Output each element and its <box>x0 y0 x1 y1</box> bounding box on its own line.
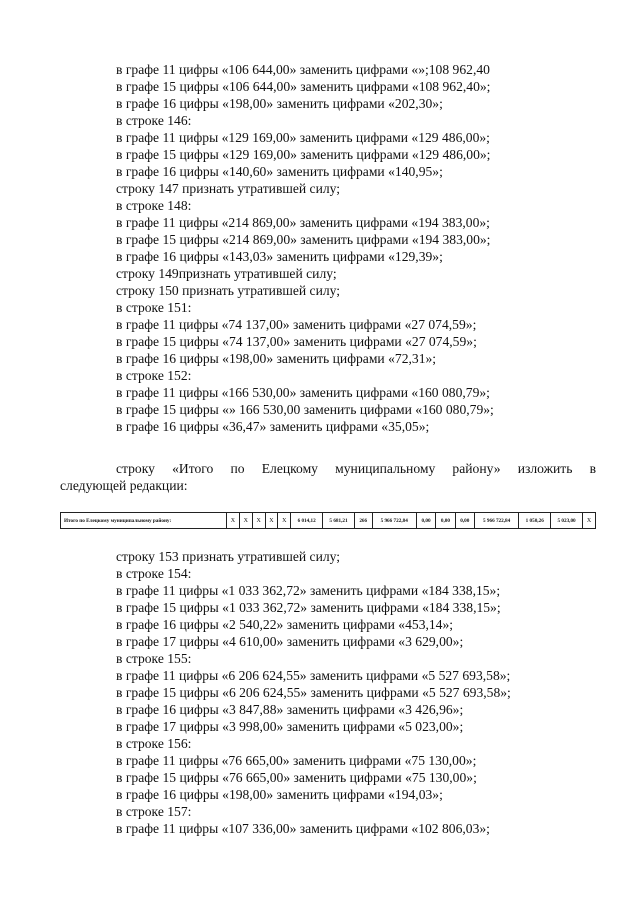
text-line: в графе 11 цифры «76 665,00» заменить цифрами «75 130,00»; <box>116 753 477 768</box>
text-line: в графе 15 цифры «6 206 624,55» заменить цифрами «5 527 693,58»; <box>116 685 511 700</box>
table-row <box>61 513 596 529</box>
text-line: в графе 15 цифры «1 033 362,72» заменить цифрами «184 338,15»; <box>116 600 501 615</box>
table-cell: X <box>583 513 596 529</box>
text-line: в графе 15 цифры «129 169,00» заменить цифрами «129 486,00»; <box>116 147 491 162</box>
text-line: в графе 16 цифры «3 847,88» заменить цифрами «3 426,96»; <box>116 702 464 717</box>
text-line: в графе 17 цифры «3 998,00» заменить цифрами «5 023,00»; <box>116 719 464 734</box>
table-cell: 0,00 <box>455 513 474 529</box>
text-line: в графе 15 цифры «74 137,00» заменить цифрами «27 074,59»; <box>116 334 477 349</box>
text-line: в графе 11 цифры «166 530,00» заменить цифрами «160 080,79»; <box>116 385 490 400</box>
text-line: в строке 154: <box>116 566 192 581</box>
table-cell: 5 681,21 <box>323 513 355 529</box>
text-line: в строке 157: <box>116 804 192 819</box>
paragraph-line: строку «Итого по Елецкому муниципальному району» изложить в <box>116 461 596 476</box>
text-line: в строке 155: <box>116 651 192 666</box>
text-line: строку 150 признать утратившей силу; <box>116 283 341 298</box>
text-line: в графе 16 цифры «198,00» заменить цифрами «202,30»; <box>116 96 443 111</box>
text-line: в графе 16 цифры «143,03» заменить цифрами «129,39»; <box>116 249 443 264</box>
text-line: в графе 11 цифры «106 644,00» заменить цифрами «»;108 962,40 <box>116 62 490 77</box>
table-cell: X <box>227 513 240 529</box>
table-cell: X <box>265 513 278 529</box>
table-cell-name: Итого по Елецкому муниципальному району: <box>61 513 227 529</box>
text-line: в графе 11 цифры «214 869,00» заменить цифрами «194 383,00»; <box>116 215 490 230</box>
text-line: в строке 148: <box>116 198 192 213</box>
text-line: в графе 11 цифры «1 033 362,72» заменить цифрами «184 338,15»; <box>116 583 501 598</box>
table-cell: X <box>252 513 265 529</box>
paragraph-line: следующей редакции: <box>60 478 188 493</box>
text-line: в графе 15 цифры «» 166 530,00 заменить цифрами «160 080,79»; <box>116 402 494 417</box>
text-line: в графе 16 цифры «198,00» заменить цифрами «194,03»; <box>116 787 443 802</box>
table-cell: 5 966 722,84 <box>474 513 518 529</box>
table-cell: 1 050,26 <box>519 513 551 529</box>
text-line: в графе 17 цифры «4 610,00» заменить цифрами «3 629,00»; <box>116 634 464 649</box>
text-line: в строке 152: <box>116 368 192 383</box>
table-cell: 5 023,00 <box>551 513 583 529</box>
table-cell: 266 <box>354 513 372 529</box>
text-line: в графе 11 цифры «129 169,00» заменить цифрами «129 486,00»; <box>116 130 490 145</box>
text-line: в графе 11 цифры «6 206 624,55» заменить цифрами «5 527 693,58»; <box>116 668 511 683</box>
summary-table <box>60 512 596 529</box>
text-line: в строке 146: <box>116 113 192 128</box>
text-line: строку 147 признать утратившей силу; <box>116 181 341 196</box>
text-line: в графе 15 цифры «214 869,00» заменить цифрами «194 383,00»; <box>116 232 491 247</box>
text-line: строку 149признать утратившей силу; <box>116 266 337 281</box>
text-line: в графе 15 цифры «106 644,00» заменить цифрами «108 962,40»; <box>116 79 491 94</box>
table-cell: 0,00 <box>436 513 455 529</box>
text-line: в графе 15 цифры «76 665,00» заменить цифрами «75 130,00»; <box>116 770 477 785</box>
text-line: в графе 16 цифры «140,60» заменить цифрами «140,95»; <box>116 164 443 179</box>
table-cell: 5 966 722,84 <box>372 513 416 529</box>
text-line: в графе 11 цифры «74 137,00» заменить цифрами «27 074,59»; <box>116 317 477 332</box>
table-cell: X <box>239 513 252 529</box>
paragraph <box>60 460 596 494</box>
text-line: в графе 16 цифры «2 540,22» заменить цифрами «453,14»; <box>116 617 454 632</box>
text-line: в строке 156: <box>116 736 192 751</box>
text-line: в графе 16 цифры «36,47» заменить цифрами «35,05»; <box>116 419 430 434</box>
text-line: в строке 151: <box>116 300 192 315</box>
text-line: в графе 11 цифры «107 336,00» заменить цифрами «102 806,03»; <box>116 821 490 836</box>
table-cell: 0,00 <box>416 513 435 529</box>
text-line: строку 153 признать утратившей силу; <box>116 549 341 564</box>
text-line: в графе 16 цифры «198,00» заменить цифрами «72,31»; <box>116 351 437 366</box>
table-cell: X <box>278 513 291 529</box>
table-cell: 6 014,12 <box>291 513 323 529</box>
